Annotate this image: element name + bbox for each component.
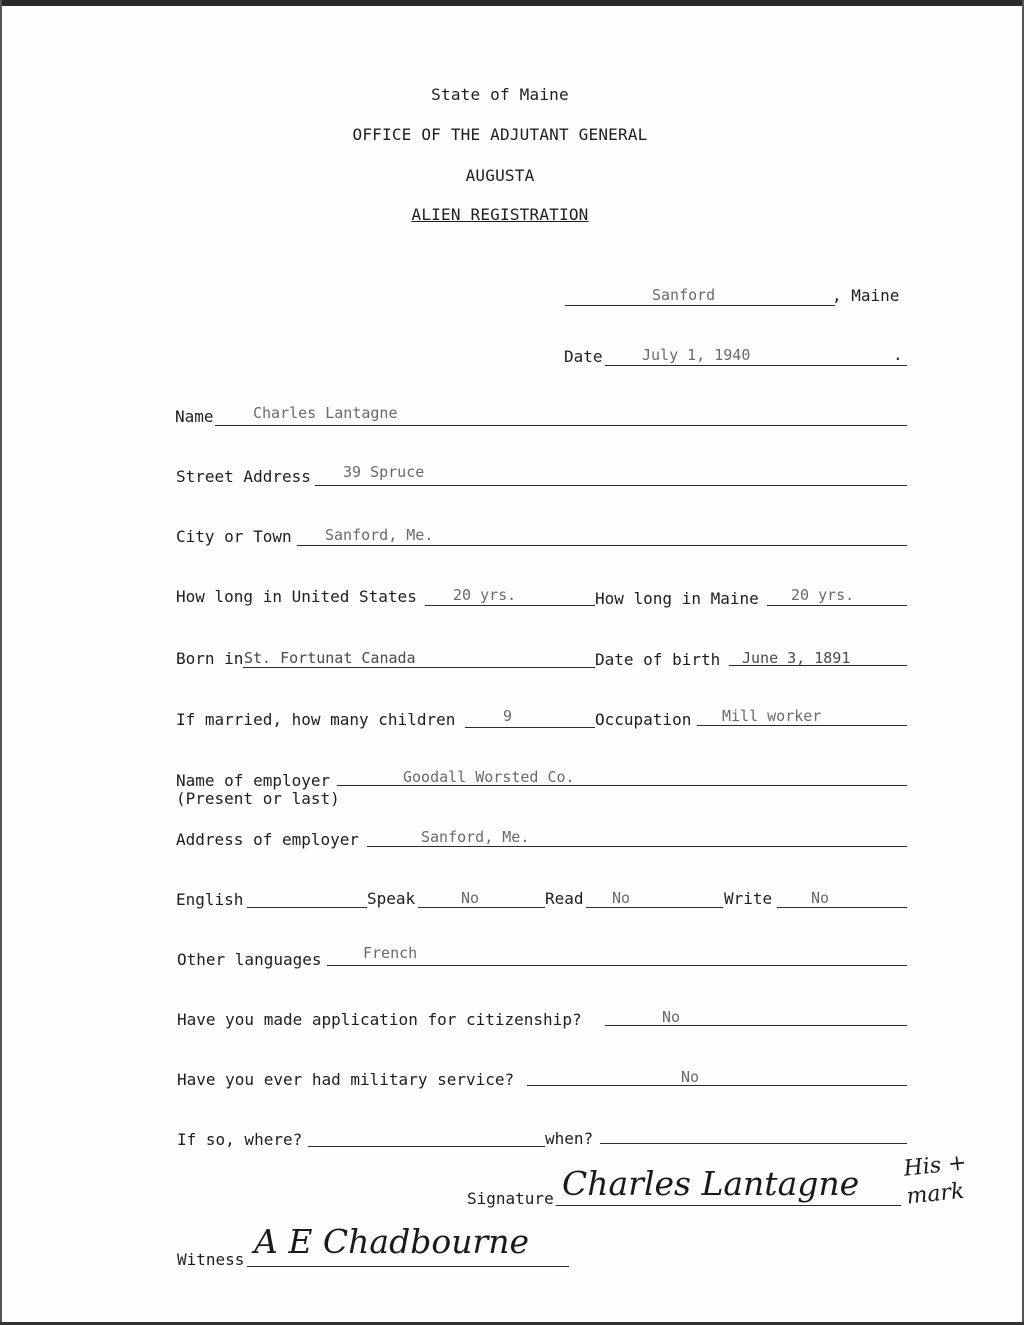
employer-label: Name of employer	[176, 771, 331, 790]
speak-label: Speak	[367, 889, 416, 908]
maine-line	[767, 605, 907, 606]
born-label: Born in	[176, 649, 244, 668]
city-label: City or Town	[176, 527, 292, 546]
header-title: ALIEN REGISTRATION	[411, 205, 589, 224]
witness-label: Witness	[177, 1250, 245, 1269]
children-label: If married, how many children	[176, 710, 456, 729]
scan-edge-top	[0, 0, 1024, 6]
header-city: AUGUSTA	[465, 166, 535, 185]
read-line	[586, 907, 723, 908]
english-line	[247, 907, 367, 908]
dob-value: June 3, 1891	[742, 649, 851, 667]
name-label: Name	[175, 407, 214, 426]
dob-label: Date of birth	[595, 650, 721, 669]
occupation-value: Mill worker	[722, 707, 822, 725]
employer-value: Goodall Worsted Co.	[403, 768, 575, 786]
location-suffix: , Maine	[832, 286, 900, 305]
header-state: State of Maine	[431, 85, 569, 104]
employer-sublabel: (Present or last)	[176, 789, 340, 808]
children-value: 9	[503, 707, 513, 725]
signature-mark: His + mark	[902, 1150, 968, 1210]
read-value: No	[612, 889, 631, 907]
when-label: when?	[545, 1129, 594, 1148]
signature-label: Signature	[467, 1189, 554, 1208]
where-label: If so, where?	[177, 1130, 303, 1149]
date-end: .	[893, 345, 903, 364]
location-line	[565, 305, 835, 306]
signature-handwriting: Charles Lantagne	[562, 1164, 860, 1203]
speak-line	[418, 907, 545, 908]
street-line	[315, 485, 907, 486]
witness-handwriting: A E Chadbourne	[254, 1222, 530, 1261]
when-line	[600, 1143, 907, 1144]
military-value: No	[681, 1068, 700, 1086]
maine-label: How long in Maine	[595, 589, 759, 608]
date-value: July 1, 1940	[642, 346, 751, 364]
employer-address-label: Address of employer	[176, 830, 360, 849]
name-value: Charles Lantagne	[253, 404, 398, 422]
occupation-label: Occupation	[595, 710, 692, 729]
languages-label: Other languages	[177, 950, 322, 969]
read-label: Read	[545, 889, 584, 908]
signature-line	[556, 1205, 901, 1206]
speak-value: No	[461, 889, 480, 907]
citizenship-line	[605, 1025, 907, 1026]
scan-edge-left	[0, 0, 2, 1325]
citizenship-value: No	[662, 1008, 681, 1026]
name-line	[215, 425, 907, 426]
date-label: Date	[564, 347, 603, 366]
children-line	[465, 727, 595, 728]
date-line	[605, 365, 907, 366]
write-value: No	[811, 889, 830, 907]
street-value: 39 Spruce	[343, 463, 425, 481]
street-label: Street Address	[176, 467, 311, 486]
where-line	[308, 1146, 545, 1147]
witness-line	[247, 1266, 569, 1267]
languages-value: French	[363, 944, 418, 962]
maine-value: 20 yrs.	[791, 586, 855, 604]
military-label: Have you ever had military service?	[177, 1070, 515, 1089]
us-label: How long in United States	[176, 587, 417, 606]
military-line	[527, 1085, 907, 1086]
write-line	[777, 907, 907, 908]
write-label: Write	[724, 889, 773, 908]
city-line	[297, 545, 907, 546]
born-value: St. Fortunat Canada	[244, 649, 416, 667]
employer-address-value: Sanford, Me.	[421, 828, 530, 846]
languages-line	[327, 965, 907, 966]
header-office: OFFICE OF THE ADJUTANT GENERAL	[352, 125, 648, 144]
location-value: Sanford	[652, 286, 716, 304]
city-value: Sanford, Me.	[325, 526, 434, 544]
citizenship-label: Have you made application for citizenship?	[177, 1010, 582, 1029]
english-label: English	[176, 890, 244, 909]
us-line	[425, 605, 595, 606]
us-value: 20 yrs.	[453, 586, 517, 604]
